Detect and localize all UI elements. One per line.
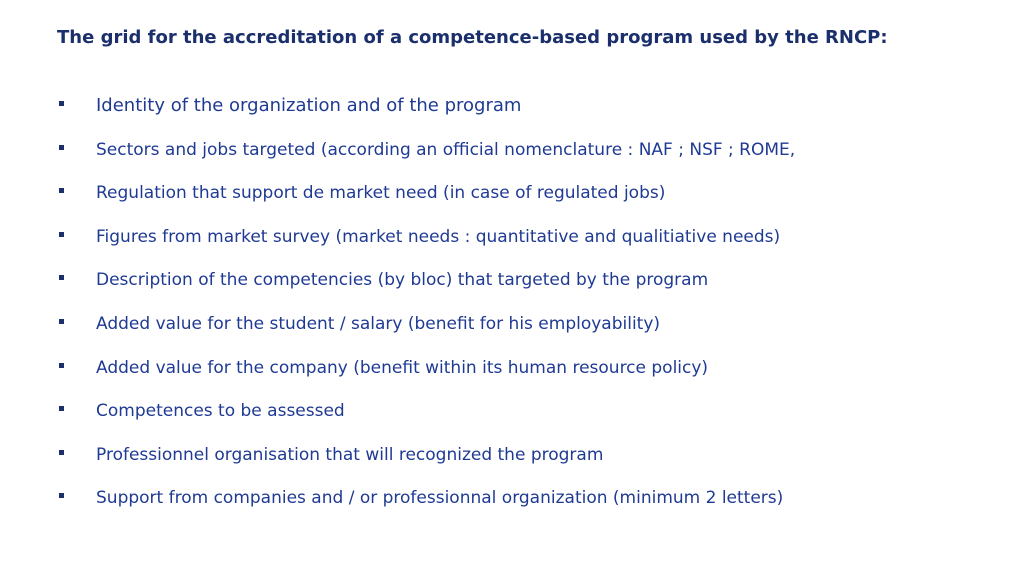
square-bullet-icon — [59, 493, 64, 498]
list-item-text: Professionnel organisation that will recognized the program — [96, 444, 604, 465]
square-bullet-icon — [59, 232, 64, 237]
list-item-text: Figures from market survey (market needs : quantitative and qualitiative needs) — [96, 226, 781, 247]
list-item-text: Added value for the student / salary (benefit for his employability) — [96, 313, 661, 334]
square-bullet-icon — [59, 145, 64, 150]
slide-title: The grid for the accreditation of a competence-based program used by the RNCP: — [57, 27, 888, 48]
square-bullet-icon — [59, 406, 64, 411]
list-item-text: Description of the competencies (by bloc) that targeted by the program — [96, 270, 709, 291]
list-item-text: Added value for the company (benefit within its human resource policy) — [96, 357, 709, 378]
list-item-text: Regulation that support de market need (in case of regulated jobs) — [96, 183, 666, 204]
square-bullet-icon — [59, 363, 64, 368]
list-item-text: Identity of the organization and of the program — [96, 95, 522, 116]
square-bullet-icon — [59, 450, 64, 455]
square-bullet-icon — [59, 319, 64, 324]
list-item-text: Support from companies and / or professionnal organization (minimum 2 letters) — [96, 488, 784, 509]
square-bullet-icon — [59, 188, 64, 193]
square-bullet-icon — [59, 275, 64, 280]
list-item-text: Competences to be assessed — [96, 401, 345, 422]
square-bullet-icon — [59, 101, 64, 106]
list-item-text: Sectors and jobs targeted (according an official nomenclature : NAF ; NSF ; ROME, — [96, 139, 796, 160]
